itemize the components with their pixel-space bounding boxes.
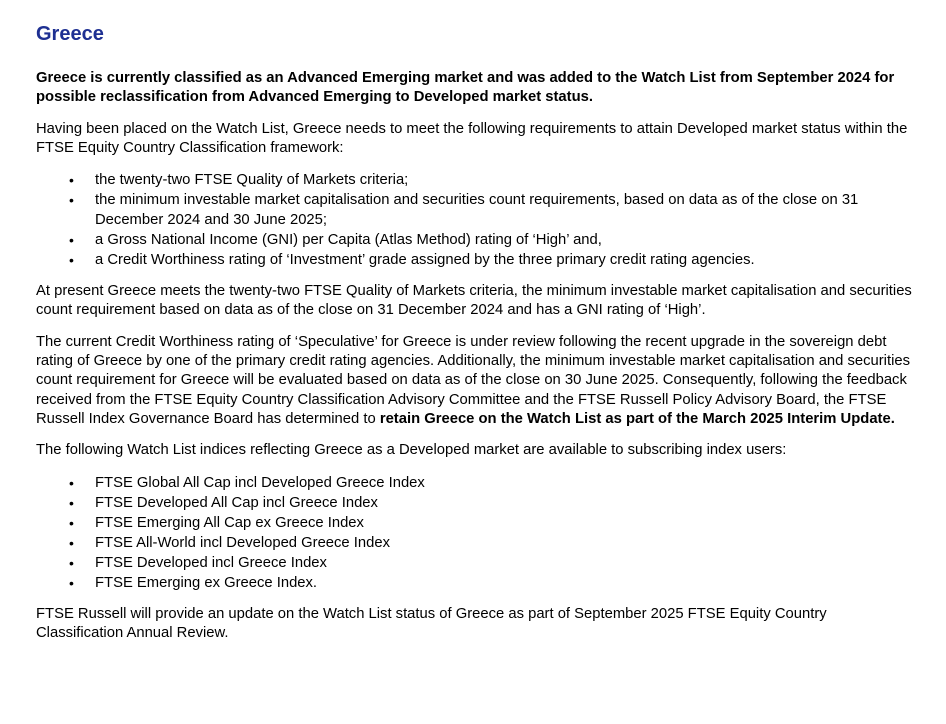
list-item-quality-criteria: • the twenty-two FTSE Quality of Markets criteria; <box>68 170 912 190</box>
indices-list <box>36 473 912 593</box>
list-item-index: • FTSE Emerging All Cap ex Greece Index <box>68 513 912 533</box>
requirements-intro-paragraph: Having been placed on the Watch List, Greece needs to meet the following requirements to attain Developed market status within the FTSE Equity Country Classification framework: <box>36 120 908 156</box>
list-item-index: • FTSE All-World incl Developed Greece Index <box>68 533 912 553</box>
closing-paragraph: FTSE Russell will provide an update on the Watch List status of Greece as part of September 2025 FTSE Equity Country Classification Annual Review. <box>36 605 827 641</box>
intro-paragraph: Greece is currently classified as an Advanced Emerging market and was added to the Watch List from September 2024 for possible reclassification from Advanced Emerging to Developed market status. <box>36 70 895 106</box>
review-text: The current Credit Worthiness rating of ‘Speculative’ for Greece is under review following the recent upgrade in the sovereign debt rating of Greece by one of the primary credit rating agencies. Additionally, the minimum investable market capitalisation and securities count requirement for Greece will be evaluated based on data as of the close on 30 June 2025. Consequently, following the feedback received from the FTSE Equity Country Classification Advisory Committee and the FTSE Russell Policy Advisory Board, the FTSE Russell Index Governance Board has determined to <box>36 333 910 427</box>
list-item-market-cap: • the minimum investable market capitalisation and securities count requirements, based on data as of the close on 31 December 2024 and 30 June 2025; <box>68 190 912 230</box>
list-item-credit-worthiness: • a Credit Worthiness rating of ‘Investment’ grade assigned by the three primary credit rating agencies. <box>68 250 912 270</box>
list-item-index: • FTSE Developed All Cap incl Greece Index <box>68 493 912 513</box>
list-item-index: • FTSE Emerging ex Greece Index. <box>68 573 912 593</box>
current-status-paragraph: At present Greece meets the twenty-two FTSE Quality of Markets criteria, the minimum investable market capitalisation and securities count requirement based on data as of the close on 31 December 2024 and has a GNI rating of ‘High’. <box>36 283 912 319</box>
indices-intro-paragraph: The following Watch List indices reflecting Greece as a Developed market are available to subscribing index users: <box>36 442 787 459</box>
page-title: Greece <box>36 23 104 45</box>
review-decision-bold: retain Greece on the Watch List as part of the March 2025 Interim Update. <box>379 410 895 427</box>
review-paragraph <box>36 333 912 429</box>
list-item-index: • FTSE Developed incl Greece Index <box>68 553 912 573</box>
list-item-gni: • a Gross National Income (GNI) per Capita (Atlas Method) rating of ‘High’ and, <box>68 230 912 250</box>
list-item-index: • FTSE Global All Cap incl Developed Greece Index <box>68 473 912 493</box>
requirements-list <box>36 170 912 270</box>
